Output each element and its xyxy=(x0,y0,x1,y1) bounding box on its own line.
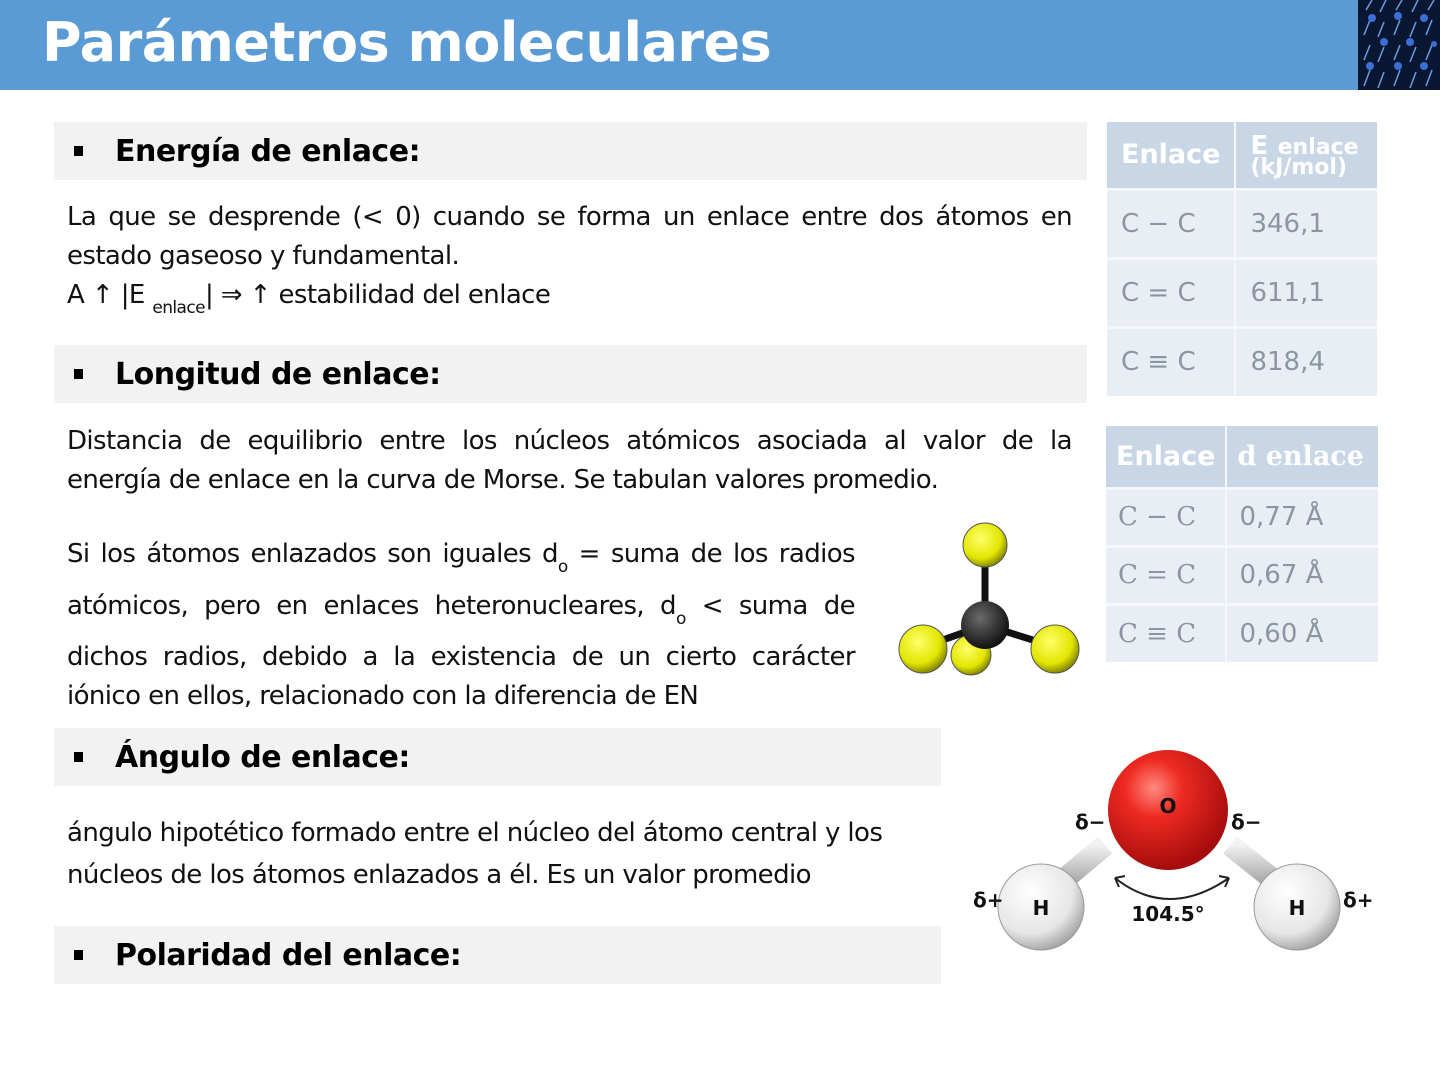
delta-plus-left: δ+ xyxy=(973,888,1004,912)
table-row xyxy=(1106,604,1378,662)
bond-energy-table xyxy=(1107,122,1377,396)
column-header-bond: Enlace xyxy=(1106,426,1226,488)
tetrahedral-molecule-image xyxy=(895,515,1090,680)
bond-energy-formula: A ↑ |E $_{enlace}$| ⇒ ↑ estabilidad del enlace xyxy=(67,280,551,318)
column-header-energy: E enlace (kJ/mol) xyxy=(1235,122,1377,189)
bond-length-detail: Si los átomos enlazados son iguales $d_o$ = suma de los radios atómicos, pero en enlaces heteronucleares, $d_o$ < suma de dichos radios, debido a la existencia de un cierto carácter iónico en ellos, relacionado con la diferencia de EN xyxy=(67,539,855,711)
section-header-bond-energy xyxy=(54,122,1087,180)
bond-cell: C ≡ C xyxy=(1107,327,1235,396)
oxygen-label: O xyxy=(1159,794,1177,818)
length-cell: 0,60 Å xyxy=(1226,604,1378,662)
crystal-lattice-image xyxy=(1358,0,1440,90)
delta-plus-right: δ+ xyxy=(1343,888,1374,912)
hydrogen-left-label: H xyxy=(1032,896,1050,920)
hydrogen-right-label: H xyxy=(1288,896,1306,920)
bond-length-definition: Distancia de equilibrio entre los núcleos atómicos asociada al valor de la energía de enlace en la curva de Morse. Se tabulan valores promedio. xyxy=(67,426,1072,495)
bond-cell: C − C xyxy=(1107,189,1235,258)
section-title: Polaridad del enlace: xyxy=(115,937,462,973)
energy-cell: 611,1 xyxy=(1235,258,1377,327)
water-molecule-diagram xyxy=(965,745,1380,960)
bond-cell: C − C xyxy=(1106,488,1226,546)
bond-cell: C ≡ C xyxy=(1106,604,1226,662)
table-row xyxy=(1107,258,1377,327)
delta-minus-right: δ− xyxy=(1231,810,1262,834)
table-row xyxy=(1106,488,1378,546)
length-cell: 0,67 Å xyxy=(1226,546,1378,604)
section-header-bond-length xyxy=(54,345,1087,403)
delta-minus-left: δ− xyxy=(1075,810,1106,834)
bullet-icon xyxy=(74,950,83,960)
table-row xyxy=(1107,327,1377,396)
section-title: Energía de enlace: xyxy=(115,133,421,169)
angle-label: 104.5° xyxy=(1131,902,1205,926)
section-header-bond-polarity xyxy=(54,926,941,984)
energy-cell: 346,1 xyxy=(1235,189,1377,258)
section-title: Longitud de enlace: xyxy=(115,356,441,392)
bullet-icon xyxy=(74,146,83,156)
bond-angle-definition: ángulo hipotético formado entre el núcleo del átomo central y los núcleos de los átomos enlazados a él. Es un valor promedio xyxy=(67,818,883,890)
bond-energy-definition: La que se desprende (< 0) cuando se forma un enlace entre dos átomos en estado gaseoso y fundamental. xyxy=(67,202,1072,271)
slide-header xyxy=(0,0,1440,90)
length-cell: 0,77 Å xyxy=(1226,488,1378,546)
section-header-bond-angle xyxy=(54,728,941,786)
bond-cell: C = C xyxy=(1107,258,1235,327)
slide-title: Parámetros moleculares xyxy=(42,11,772,74)
column-header-distance: d enlace xyxy=(1226,426,1378,488)
bullet-icon xyxy=(74,369,83,379)
column-header-bond: Enlace xyxy=(1107,122,1235,189)
table-row xyxy=(1107,189,1377,258)
bond-cell: C = C xyxy=(1106,546,1226,604)
energy-cell: 818,4 xyxy=(1235,327,1377,396)
formula-subscript: enlace xyxy=(152,298,205,318)
bullet-icon xyxy=(74,752,83,762)
bond-length-table xyxy=(1106,426,1378,662)
table-row xyxy=(1106,546,1378,604)
section-title: Ángulo de enlace: xyxy=(115,739,410,775)
